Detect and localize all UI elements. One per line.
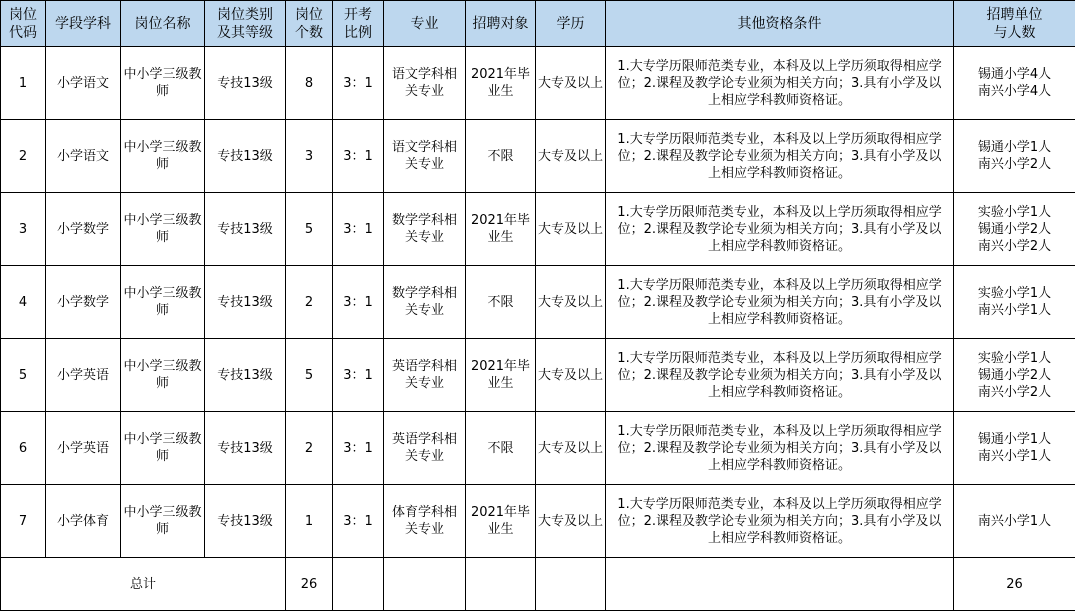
header-units: 招聘单位 与人数 xyxy=(954,1,1075,47)
cell-target: 不限 xyxy=(466,266,536,339)
cell-ratio: 3：1 xyxy=(333,266,384,339)
cell-major: 语文学科相关专业 xyxy=(384,120,466,193)
cell-subject: 小学数学 xyxy=(46,193,121,266)
table-row xyxy=(1,47,1075,120)
cell-count: 5 xyxy=(286,339,333,412)
cell-edu: 大专及以上 xyxy=(536,120,606,193)
header-major: 专业 xyxy=(384,1,466,47)
table-row xyxy=(1,412,1075,485)
cell-edu: 大专及以上 xyxy=(536,485,606,558)
table-row xyxy=(1,120,1075,193)
cell-ratio: 3：1 xyxy=(333,412,384,485)
cell-title: 中小学三级教师 xyxy=(121,120,205,193)
cell-subject: 小学语文 xyxy=(46,120,121,193)
cell-title: 中小学三级教师 xyxy=(121,193,205,266)
table-row xyxy=(1,193,1075,266)
cell-conditions: 1.大专学历限师范类专业，本科及以上学历须取得相应学位；2.课程及教学论专业须为相关方向；3.具有小学及以上相应学科教师资格证。 xyxy=(606,47,954,120)
total-units: 26 xyxy=(954,558,1075,611)
cell-target: 2021年毕业生 xyxy=(466,339,536,412)
cell-subject: 小学体育 xyxy=(46,485,121,558)
total-major-empty xyxy=(384,558,466,611)
cell-edu: 大专及以上 xyxy=(536,412,606,485)
cell-ratio: 3：1 xyxy=(333,120,384,193)
header-grade: 岗位类别 及其等级 xyxy=(205,1,286,47)
table-row xyxy=(1,485,1075,558)
cell-target: 不限 xyxy=(466,412,536,485)
cell-code: 5 xyxy=(1,339,46,412)
total-edu-empty xyxy=(536,558,606,611)
cell-conditions: 1.大专学历限师范类专业，本科及以上学历须取得相应学位；2.课程及教学论专业须为相关方向；3.具有小学及以上相应学科教师资格证。 xyxy=(606,266,954,339)
cell-major: 数学学科相关专业 xyxy=(384,266,466,339)
cell-target: 不限 xyxy=(466,120,536,193)
cell-major: 英语学科相关专业 xyxy=(384,339,466,412)
table-body xyxy=(1,47,1075,611)
header-count: 岗位 个数 xyxy=(286,1,333,47)
cell-target: 2021年毕业生 xyxy=(466,485,536,558)
cell-code: 3 xyxy=(1,193,46,266)
cell-title: 中小学三级教师 xyxy=(121,266,205,339)
cell-units: 实验小学1人 锡通小学2人 南兴小学2人 xyxy=(954,193,1075,266)
cell-major: 英语学科相关专业 xyxy=(384,412,466,485)
header-subject: 学段学科 xyxy=(46,1,121,47)
table-row xyxy=(1,266,1075,339)
cell-code: 4 xyxy=(1,266,46,339)
cell-target: 2021年毕业生 xyxy=(466,47,536,120)
cell-subject: 小学数学 xyxy=(46,266,121,339)
cell-units: 实验小学1人 锡通小学2人 南兴小学2人 xyxy=(954,339,1075,412)
total-row xyxy=(1,558,1075,611)
cell-units: 锡通小学1人 南兴小学1人 xyxy=(954,412,1075,485)
cell-count: 5 xyxy=(286,193,333,266)
cell-count: 2 xyxy=(286,412,333,485)
cell-conditions: 1.大专学历限师范类专业，本科及以上学历须取得相应学位；2.课程及教学论专业须为相关方向；3.具有小学及以上相应学科教师资格证。 xyxy=(606,412,954,485)
cell-subject: 小学语文 xyxy=(46,47,121,120)
cell-ratio: 3：1 xyxy=(333,47,384,120)
cell-ratio: 3：1 xyxy=(333,485,384,558)
cell-title: 中小学三级教师 xyxy=(121,412,205,485)
cell-grade: 专技13级 xyxy=(205,412,286,485)
cell-ratio: 3：1 xyxy=(333,339,384,412)
total-conditions-empty xyxy=(606,558,954,611)
header-conditions: 其他资格条件 xyxy=(606,1,954,47)
cell-code: 1 xyxy=(1,47,46,120)
header-row xyxy=(1,1,1075,47)
table-row xyxy=(1,339,1075,412)
cell-title: 中小学三级教师 xyxy=(121,339,205,412)
cell-grade: 专技13级 xyxy=(205,485,286,558)
total-count: 26 xyxy=(286,558,333,611)
cell-edu: 大专及以上 xyxy=(536,47,606,120)
header-title: 岗位名称 xyxy=(121,1,205,47)
header-ratio: 开考 比例 xyxy=(333,1,384,47)
cell-units: 锡通小学4人 南兴小学4人 xyxy=(954,47,1075,120)
cell-count: 3 xyxy=(286,120,333,193)
cell-count: 1 xyxy=(286,485,333,558)
cell-title: 中小学三级教师 xyxy=(121,485,205,558)
cell-units: 南兴小学1人 xyxy=(954,485,1075,558)
header-code: 岗位 代码 xyxy=(1,1,46,47)
cell-code: 2 xyxy=(1,120,46,193)
cell-grade: 专技13级 xyxy=(205,193,286,266)
cell-code: 6 xyxy=(1,412,46,485)
cell-grade: 专技13级 xyxy=(205,47,286,120)
total-target-empty xyxy=(466,558,536,611)
cell-target: 2021年毕业生 xyxy=(466,193,536,266)
cell-edu: 大专及以上 xyxy=(536,193,606,266)
cell-grade: 专技13级 xyxy=(205,120,286,193)
cell-count: 8 xyxy=(286,47,333,120)
cell-conditions: 1.大专学历限师范类专业，本科及以上学历须取得相应学位；2.课程及教学论专业须为相关方向；3.具有小学及以上相应学科教师资格证。 xyxy=(606,485,954,558)
cell-ratio: 3：1 xyxy=(333,193,384,266)
cell-major: 体育学科相关专业 xyxy=(384,485,466,558)
cell-count: 2 xyxy=(286,266,333,339)
cell-conditions: 1.大专学历限师范类专业，本科及以上学历须取得相应学位；2.课程及教学论专业须为相关方向；3.具有小学及以上相应学科教师资格证。 xyxy=(606,120,954,193)
cell-conditions: 1.大专学历限师范类专业，本科及以上学历须取得相应学位；2.课程及教学论专业须为相关方向；3.具有小学及以上相应学科教师资格证。 xyxy=(606,339,954,412)
cell-title: 中小学三级教师 xyxy=(121,47,205,120)
cell-major: 数学学科相关专业 xyxy=(384,193,466,266)
header-edu: 学历 xyxy=(536,1,606,47)
cell-grade: 专技13级 xyxy=(205,266,286,339)
cell-units: 实验小学1人 南兴小学1人 xyxy=(954,266,1075,339)
cell-subject: 小学英语 xyxy=(46,412,121,485)
total-ratio-empty xyxy=(333,558,384,611)
cell-major: 语文学科相关专业 xyxy=(384,47,466,120)
total-label: 总计 xyxy=(1,558,286,611)
cell-subject: 小学英语 xyxy=(46,339,121,412)
cell-units: 锡通小学1人 南兴小学2人 xyxy=(954,120,1075,193)
cell-grade: 专技13级 xyxy=(205,339,286,412)
header-target: 招聘对象 xyxy=(466,1,536,47)
cell-code: 7 xyxy=(1,485,46,558)
cell-edu: 大专及以上 xyxy=(536,266,606,339)
cell-edu: 大专及以上 xyxy=(536,339,606,412)
cell-conditions: 1.大专学历限师范类专业，本科及以上学历须取得相应学位；2.课程及教学论专业须为相关方向；3.具有小学及以上相应学科教师资格证。 xyxy=(606,193,954,266)
